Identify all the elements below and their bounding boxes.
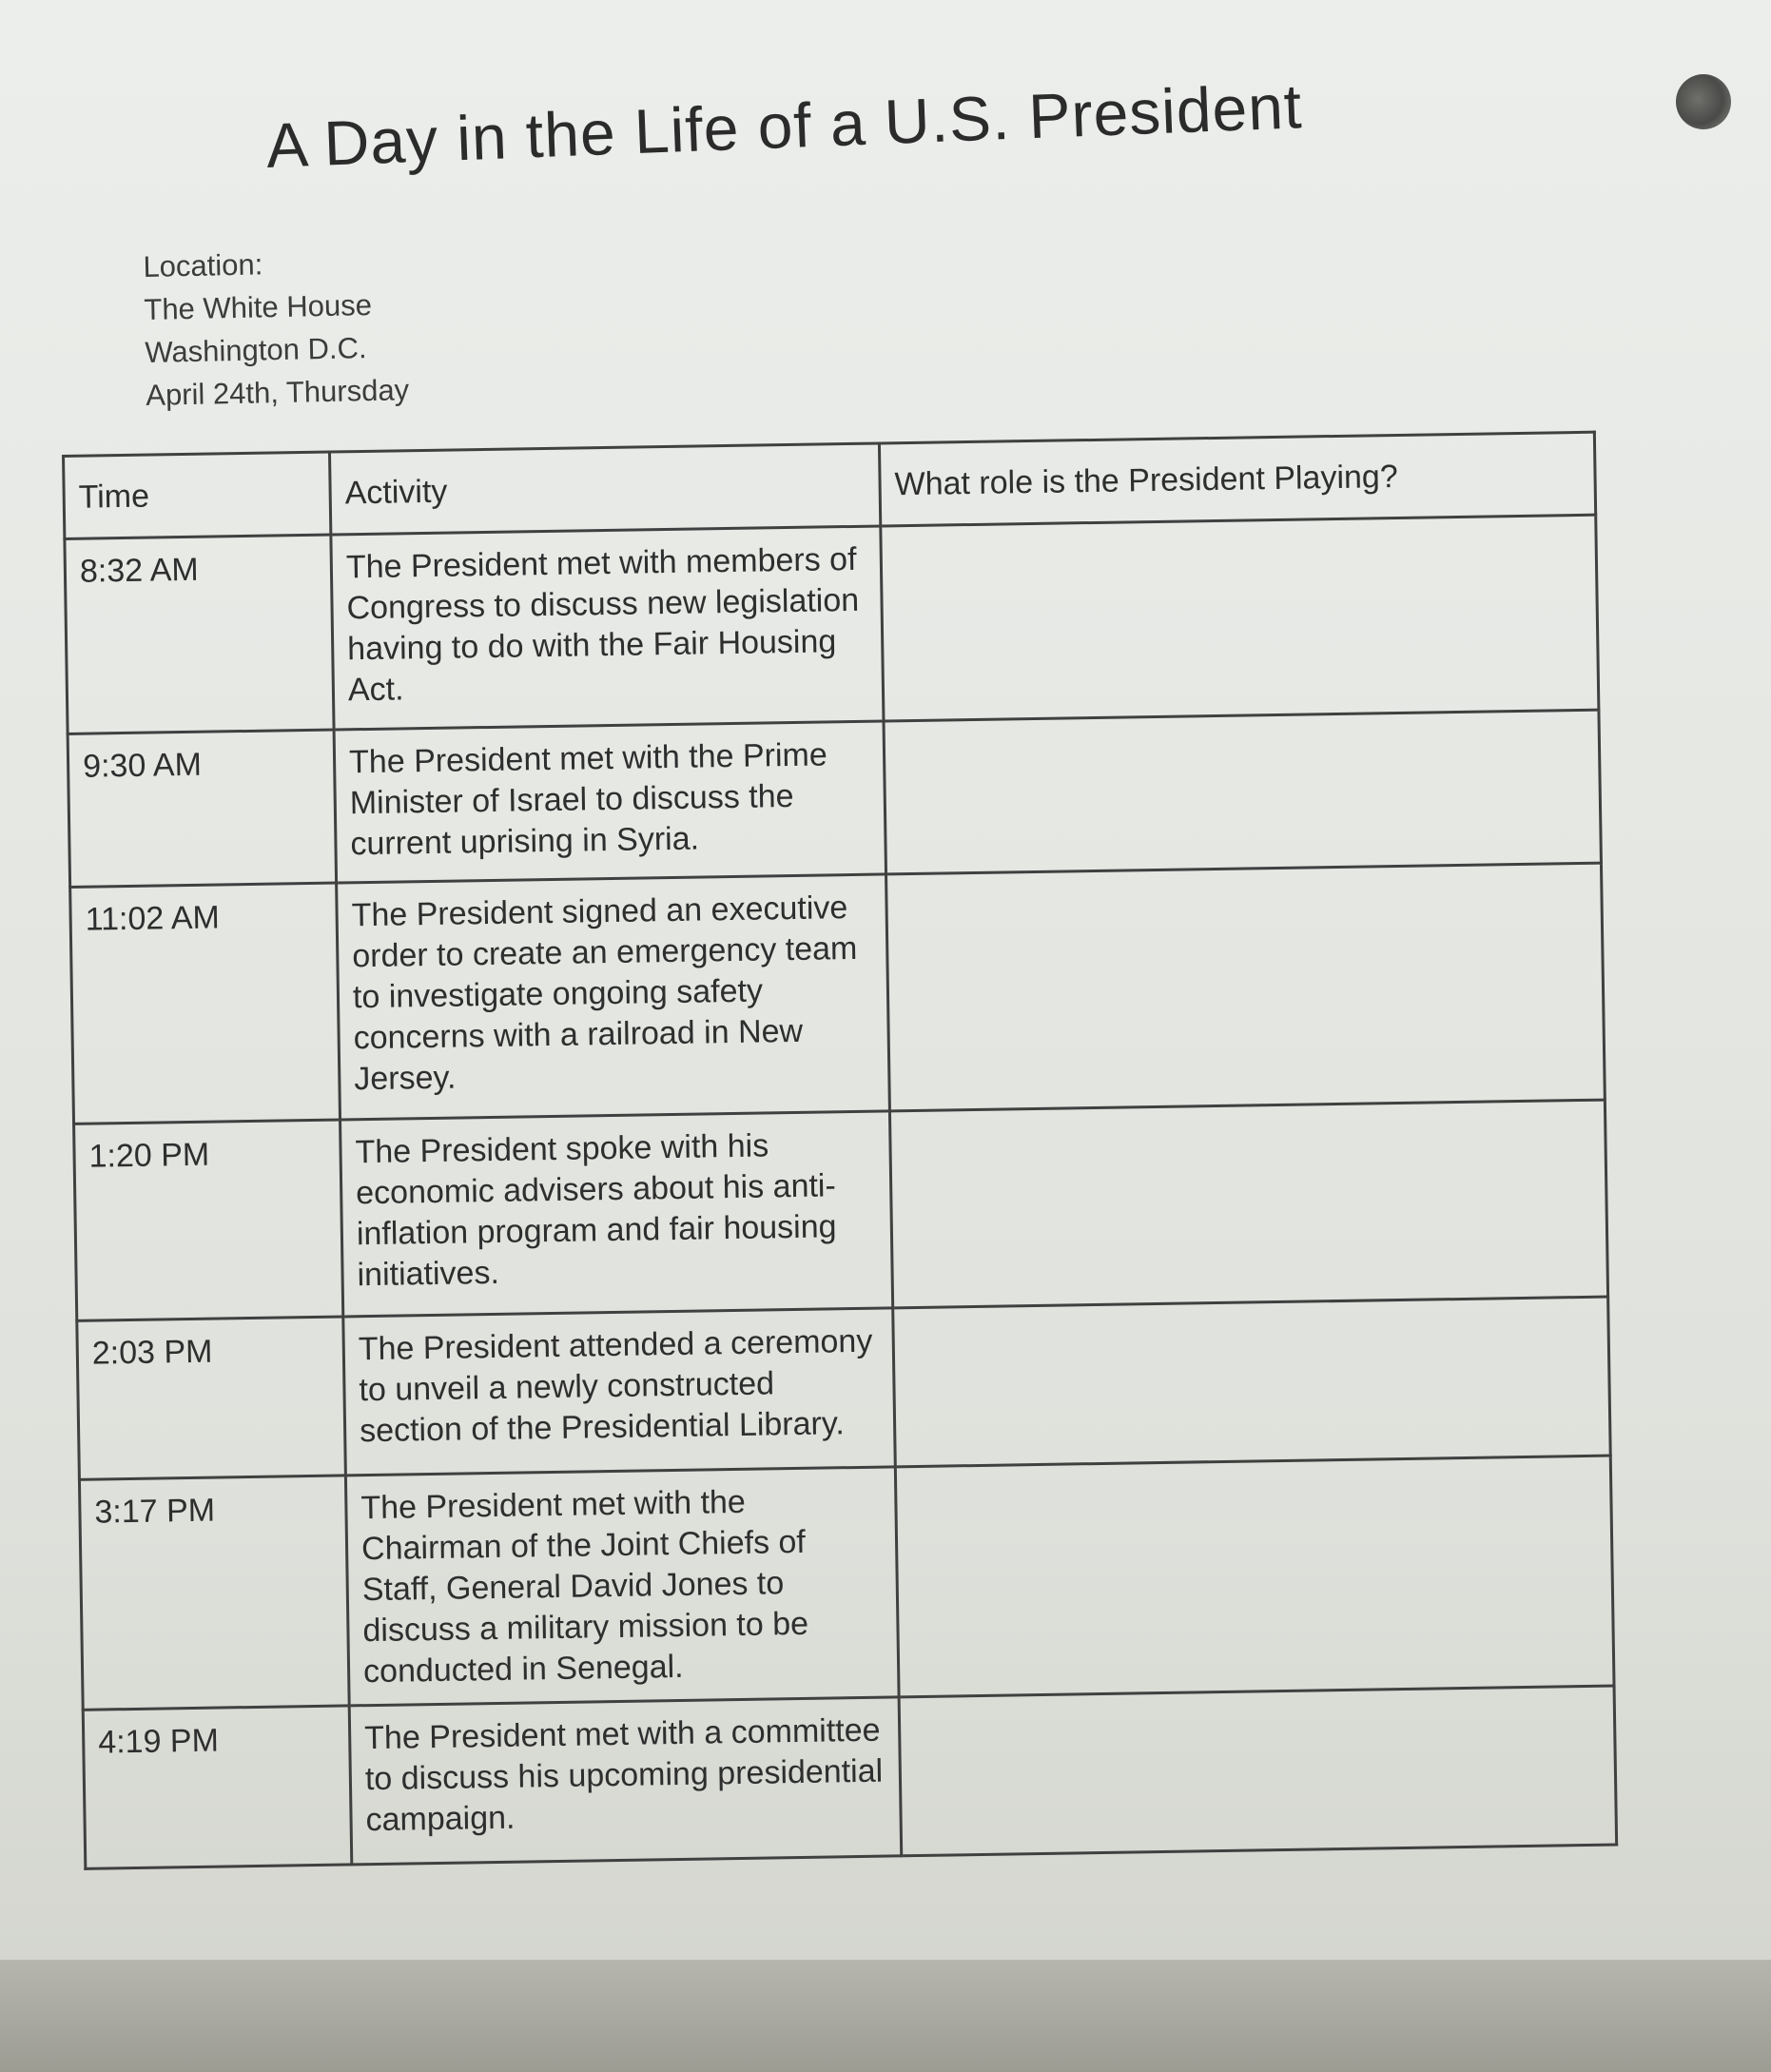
location-city: Washington D.C. [144, 331, 367, 369]
role-answer-cell[interactable] [899, 1686, 1617, 1856]
time-cell: 1:20 PM [74, 1120, 343, 1320]
header-time: Time [64, 452, 331, 538]
background-surface [0, 1960, 1771, 2072]
schedule-table-wrapper [62, 431, 1615, 1870]
header-role: What role is the President Playing? [879, 432, 1595, 526]
time-cell: 8:32 AM [65, 535, 334, 733]
table-row [83, 1686, 1616, 1868]
activity-cell: The President met with the Prime Minister of Israel to discuss the current uprising in Syria. [334, 721, 886, 883]
time-cell: 9:30 AM [68, 730, 336, 887]
role-answer-cell[interactable] [893, 1297, 1611, 1467]
time-cell: 2:03 PM [77, 1317, 346, 1479]
location-label: Location: [143, 247, 263, 283]
time-cell: 11:02 AM [70, 883, 341, 1124]
location-date: April 24th, Thursday [145, 373, 410, 412]
activity-cell: The President met with the Chairman of the Joint Chiefs of Staff, General David Jones to discuss a military mission to be conducted in Senegal. [345, 1467, 899, 1706]
role-answer-cell[interactable] [886, 863, 1606, 1111]
table-row [68, 710, 1601, 887]
page-title: A Day in the Life of a U.S. President [264, 70, 1304, 181]
role-answer-cell[interactable] [889, 1100, 1607, 1308]
table-row [74, 1100, 1608, 1320]
activity-cell: The President met with a committee to discuss his upcoming presidential campaign. [349, 1697, 902, 1865]
table-row [65, 515, 1599, 733]
time-cell: 4:19 PM [83, 1706, 352, 1868]
role-answer-cell[interactable] [895, 1456, 1614, 1697]
table-row [70, 863, 1606, 1124]
activity-cell: The President spoke with his economic advisers about his anti-inflation program and fair housing initiatives. [341, 1111, 893, 1317]
punch-hole [1676, 74, 1731, 129]
header-activity: Activity [329, 443, 880, 535]
table-row [79, 1456, 1614, 1710]
schedule-table [62, 431, 1618, 1870]
activity-cell: The President met with members of Congress to discuss new legislation having to do with the Fair Housing Act. [331, 526, 884, 730]
location-block [143, 240, 410, 417]
time-cell: 3:17 PM [79, 1476, 349, 1710]
role-answer-cell[interactable] [884, 710, 1601, 874]
location-place: The White House [144, 287, 373, 326]
role-answer-cell[interactable] [881, 515, 1599, 721]
table-row [77, 1297, 1610, 1479]
activity-cell: The President attended a ceremony to unveil a newly constructed section of the Presidential Library. [343, 1308, 896, 1476]
activity-cell: The President signed an executive order to create an emergency team to investigate ongoing safety concerns with a railroad in New Jersey. [337, 874, 890, 1120]
